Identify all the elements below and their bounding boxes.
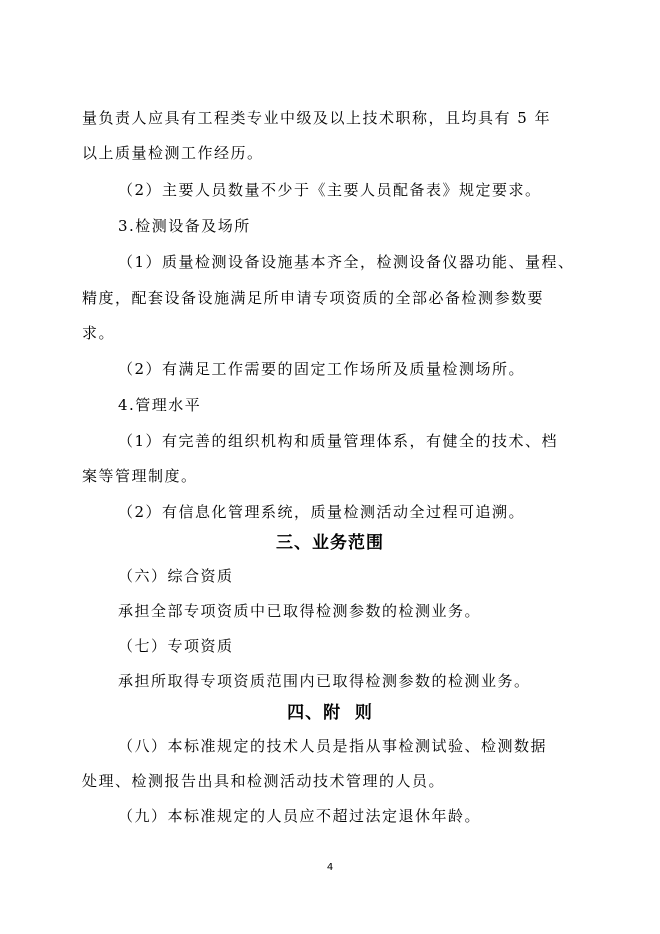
- paragraph-line: （1）有完善的组织机构和质量管理体系，有健全的技术、档: [118, 432, 559, 450]
- subheading-equipment: 3.检测设备及场所: [118, 217, 251, 235]
- paragraph-line: 量负责人应具有工程类专业中级及以上技术职称，且均具有 5 年: [82, 109, 552, 127]
- section-heading-supplementary: 四、附 则: [287, 703, 373, 723]
- paragraph-line: （九）本标准规定的人员应不超过法定退休年龄。: [118, 807, 482, 825]
- paragraph-line: 案等管理制度。: [82, 467, 198, 485]
- paragraph-line: （2）主要人员数量不少于《主要人员配备表》规定要求。: [118, 181, 542, 199]
- subsection-label: （七）专项资质: [118, 637, 234, 655]
- paragraph-line: （2）有信息化管理系统，质量检测活动全过程可追溯。: [118, 503, 526, 521]
- subsection-label: （六）综合资质: [118, 567, 234, 585]
- paragraph-line: 处理、检测报告出具和检测活动技术管理的人员。: [82, 772, 446, 790]
- paragraph-line: （八）本标准规定的技术人员是指从事检测试验、检测数据: [118, 737, 548, 755]
- paragraph-line: 承担全部专项资质中已取得检测参数的检测业务。: [118, 602, 482, 620]
- page-number: 4: [326, 862, 334, 873]
- section-heading-business-scope: 三、业务范围: [276, 533, 384, 553]
- paragraph-line: 以上质量检测工作经历。: [82, 144, 264, 162]
- subheading-management: 4.管理水平: [118, 396, 202, 414]
- paragraph-line: （2）有满足工作需要的固定工作场所及质量检测场所。: [118, 360, 526, 378]
- paragraph-line: 求。: [82, 324, 116, 342]
- paragraph-line: 精度，配套设备设施满足所申请专项资质的全部必备检测参数要: [82, 289, 545, 307]
- paragraph-line: （1）质量检测设备设施基本齐全，检测设备仪器功能、量程、: [118, 253, 575, 271]
- paragraph-line: 承担所取得专项资质范围内已取得检测参数的检测业务。: [118, 672, 531, 690]
